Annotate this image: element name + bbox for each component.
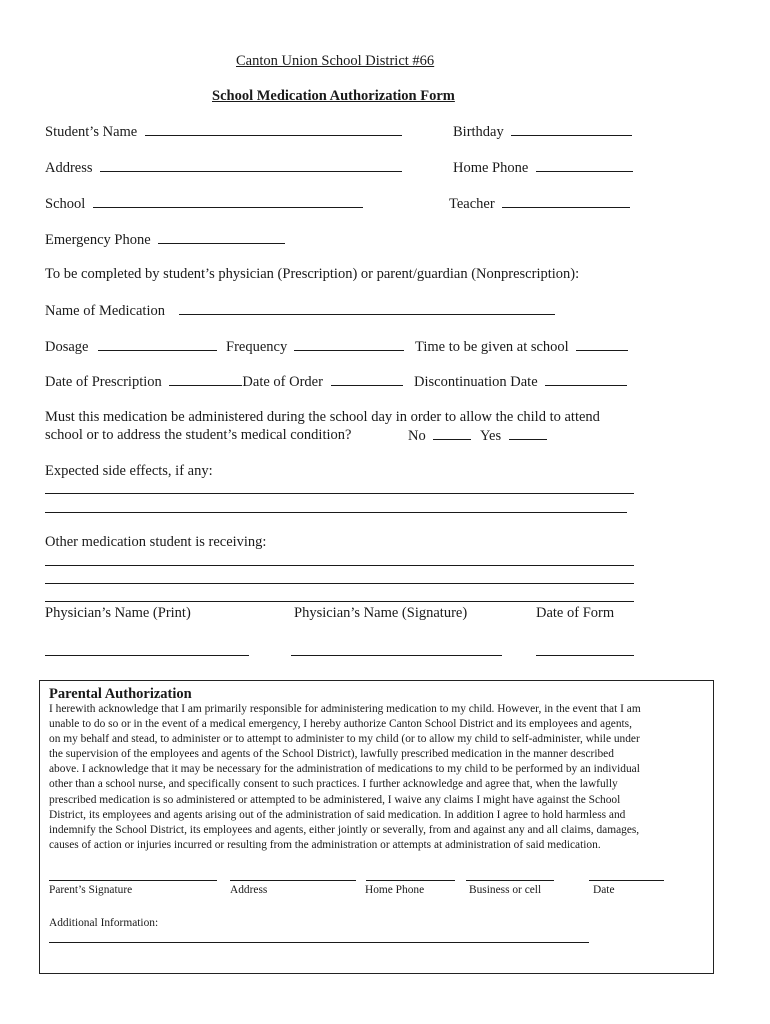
additional-info-line[interactable] <box>49 942 589 943</box>
physician-name-print-label: Physician’s Name (Print) <box>45 605 191 621</box>
other-medication-line-1[interactable] <box>45 565 634 566</box>
frequency-label: Frequency <box>226 339 288 355</box>
prescription-date-field[interactable] <box>169 373 242 386</box>
form-title: School Medication Authorization Form <box>212 88 455 104</box>
order-date-label: Date of Order <box>242 374 323 390</box>
student-name-row <box>45 123 402 141</box>
side-effects-line-1[interactable] <box>45 493 634 494</box>
yes-field[interactable] <box>509 427 547 440</box>
school-row <box>45 195 363 213</box>
yes-option <box>480 427 547 445</box>
parental-text-line: causes of action or injuries incurred or resulting from the administration or attempts at administration of said medication. <box>49 838 601 851</box>
parental-text-line: I herewith acknowledge that I am primarily responsible for administering medication to my child. However, in the event that I am <box>49 703 641 715</box>
discontinuation-label: Discontinuation Date <box>414 374 538 390</box>
no-option <box>408 427 471 445</box>
physician-signature-line[interactable] <box>291 655 502 656</box>
side-effects-line-2[interactable] <box>45 512 627 513</box>
no-label: No <box>408 428 426 444</box>
home-phone-label: Home Phone <box>453 160 529 176</box>
dosage-row <box>45 338 217 356</box>
teacher-row <box>449 195 630 213</box>
medication-name-row <box>45 302 555 320</box>
date-of-form-label: Date of Form <box>536 605 615 621</box>
address-row <box>45 159 402 177</box>
time-at-school-row <box>415 338 628 356</box>
student-name-label: Student’s Name <box>45 124 138 140</box>
prescription-date-row <box>45 373 403 391</box>
question-line-1: Must this medication be administered during the school day in order to allow the child to attend <box>45 409 600 425</box>
dosage-label: Dosage <box>45 339 89 355</box>
medication-name-field[interactable] <box>179 302 555 315</box>
parent-signature-label: Parent’s Signature <box>49 884 133 896</box>
discontinuation-row <box>414 373 627 391</box>
home-phone-row <box>453 159 633 177</box>
parental-text-line: on my behalf and stead, to administer or to attempt to administer to my child (or to allow my child to self-administer, while under <box>49 733 640 746</box>
teacher-label: Teacher <box>449 196 495 212</box>
prescription-date-label: Date of Prescription <box>45 374 162 390</box>
parental-authorization-text <box>49 702 709 853</box>
physician-name-print-line[interactable] <box>45 655 249 656</box>
emergency-phone-label: Emergency Phone <box>45 232 151 248</box>
address-field[interactable] <box>100 159 402 172</box>
parent-date-line[interactable] <box>589 880 664 881</box>
frequency-field[interactable] <box>294 338 404 351</box>
parent-home-phone-line[interactable] <box>366 880 455 881</box>
parent-date-label: Date <box>593 884 615 896</box>
other-medication-line-2[interactable] <box>45 583 634 584</box>
yes-label: Yes <box>480 428 502 444</box>
time-at-school-field[interactable] <box>576 338 628 351</box>
birthday-field[interactable] <box>511 123 632 136</box>
district-title: Canton Union School District #66 <box>236 53 435 69</box>
home-phone-field[interactable] <box>536 159 633 172</box>
no-field[interactable] <box>433 427 471 440</box>
emergency-phone-field[interactable] <box>158 231 285 244</box>
birthday-row <box>453 123 632 141</box>
side-effects-label: Expected side effects, if any: <box>45 463 213 479</box>
address-label: Address <box>45 160 93 176</box>
dosage-field[interactable] <box>98 338 217 351</box>
parent-business-cell-line[interactable] <box>466 880 554 881</box>
question-line-2: school or to address the student’s medical condition? <box>45 427 352 443</box>
parental-text-line: the supervision of the employees and agents of the School District), lawfully prescribed medication in the manner described <box>49 748 614 761</box>
parent-business-cell-label: Business or cell <box>469 884 542 896</box>
time-at-school-label: Time to be given at school <box>415 339 569 355</box>
frequency-row <box>226 338 404 356</box>
parental-authorization-heading: Parental Authorization <box>49 686 192 702</box>
order-date-field[interactable] <box>331 373 403 386</box>
school-label: School <box>45 196 86 212</box>
teacher-field[interactable] <box>502 195 630 208</box>
date-of-form-line[interactable] <box>536 655 634 656</box>
parent-address-line[interactable] <box>230 880 356 881</box>
student-name-field[interactable] <box>145 123 402 136</box>
parent-address-label: Address <box>230 884 268 896</box>
parent-home-phone-label: Home Phone <box>365 884 425 896</box>
school-field[interactable] <box>93 195 363 208</box>
emergency-phone-row <box>45 231 285 249</box>
other-medication-label: Other medication student is receiving: <box>45 534 267 550</box>
medication-name-label: Name of Medication <box>45 303 165 319</box>
parent-signature-line[interactable] <box>49 880 217 881</box>
birthday-label: Birthday <box>453 124 504 140</box>
additional-info-label: Additional Information: <box>49 917 159 929</box>
parental-text-line: unable to do so or in the event of a medical emergency, I hereby authorize Canton School District and its employees and agents, <box>49 718 632 731</box>
parental-text-line: prescribed medication is so administered or attempted to be administered, I waive any claims I might have against the School <box>49 793 621 806</box>
other-medication-line-3[interactable] <box>45 601 634 602</box>
parental-text-line: District, its employees and agents arising out of the administration of said medication. In addition I agree to hold harmless and <box>49 808 626 821</box>
physician-signature-label: Physician’s Name (Signature) <box>294 605 468 621</box>
parental-text-line: other than a school nurse, and specifically consent to such practices. I further acknowledge and agree that, when the lawfully <box>49 778 618 791</box>
discontinuation-field[interactable] <box>545 373 627 386</box>
parental-text-line: indemnify the School District, its employees and agents, either jointly or severally, from and against any and all claims, damages, <box>49 823 640 836</box>
parental-text-line: above. I acknowledge that it may be necessary for the administration of medications to my child to be performed by an individual <box>49 763 640 776</box>
instructions-text: To be completed by student’s physician (Prescription) or parent/guardian (Nonprescription): <box>45 266 580 282</box>
